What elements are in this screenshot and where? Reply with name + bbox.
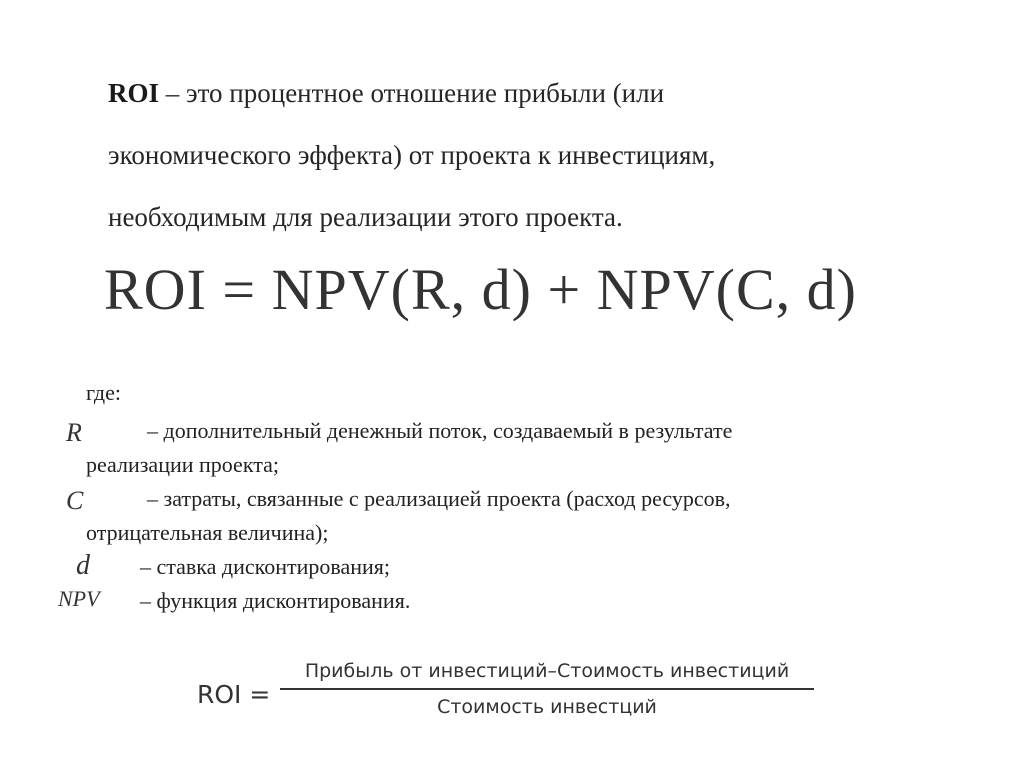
roi-term: ROI [108,78,160,108]
legend-desc-r-cont: реализации проекта; [86,452,279,477]
legend-symbol-r: R [66,418,82,447]
roi-fraction-lhs: ROI = [197,680,271,709]
definition-line-3: необходимым для реализации этого проекта. [108,202,623,232]
legend-desc-c: – затраты, связанные с реализацией проекта (расход ресурсов, [147,486,731,511]
legend-symbol-npv: NPV [58,586,100,611]
legend-where-label: где: [86,380,121,405]
legend-desc-d: – ставка дисконтирования; [140,554,391,579]
definition-paragraph [108,62,968,248]
roi-fraction-numerator: Прибыль от инвестиций–Стоимость инвестиций [304,660,790,682]
roi-fraction-denominator: Стоимость инвестций [437,696,657,718]
legend-desc-npv: – функция дисконтирования. [140,588,411,613]
legend-symbol-d: d [76,550,90,581]
definition-line-1-rest: – это процентное отношение прибыли (или [159,78,665,108]
definition-line-1 [108,62,968,124]
legend-symbol-c: C [66,486,84,515]
fraction-bar [280,688,814,690]
roi-npv-formula: ROI = NPV(R, d) + NPV(C, d) [104,257,857,322]
legend-desc-r: – дополнительный денежный поток, создаваемый в результате [147,418,733,443]
definition-line-2: экономического эффекта) от проекта к инвестициям, [108,140,716,170]
legend-desc-c-cont: отрицательная величина); [86,520,329,545]
